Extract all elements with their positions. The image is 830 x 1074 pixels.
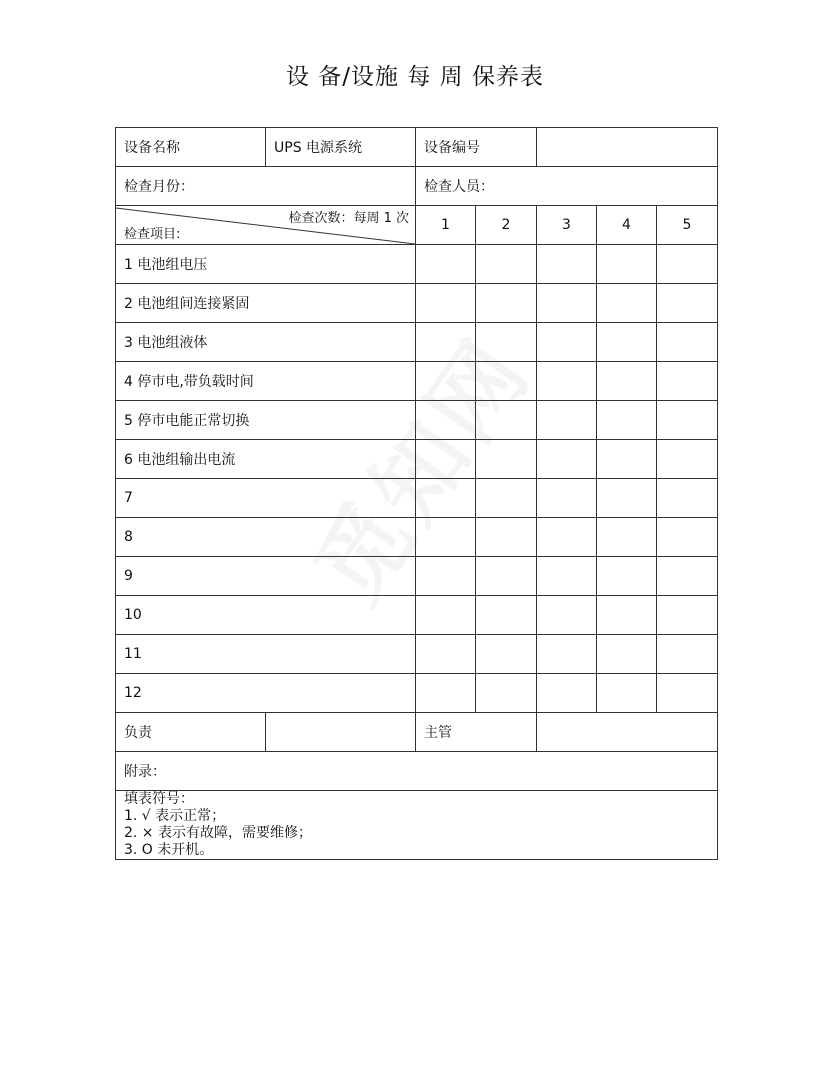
inspection-frequency-label: 检查次数：每周 1 次	[288, 211, 409, 226]
device-no-value[interactable]	[537, 128, 718, 167]
inspection-item-label: 11	[116, 635, 416, 674]
inspection-item-label: 2 电池组间连接紧固	[116, 284, 416, 323]
inspector-field[interactable]: 检查人员：	[416, 167, 718, 206]
check-cell-5[interactable]	[657, 635, 718, 674]
check-cell-4[interactable]	[597, 323, 657, 362]
legend-line-normal: 1. √ 表示正常；	[124, 808, 226, 824]
table-row	[116, 635, 718, 674]
check-cell-1[interactable]	[416, 245, 476, 284]
table-row	[116, 401, 718, 440]
check-cell-5[interactable]	[657, 284, 718, 323]
appendix-field[interactable]	[116, 752, 718, 791]
check-cell-3[interactable]	[537, 284, 597, 323]
check-cell-3[interactable]	[537, 323, 597, 362]
table-row	[116, 440, 718, 479]
check-cell-1[interactable]	[416, 440, 476, 479]
check-cell-4[interactable]	[597, 440, 657, 479]
table-row	[116, 518, 718, 557]
check-cell-5[interactable]	[657, 323, 718, 362]
inspection-item-label: 5 停市电能正常切换	[116, 401, 416, 440]
check-cell-2[interactable]	[476, 518, 537, 557]
check-cell-5[interactable]	[657, 440, 718, 479]
check-cell-4[interactable]	[597, 557, 657, 596]
check-cell-3[interactable]	[537, 440, 597, 479]
check-cell-1[interactable]	[416, 596, 476, 635]
check-cell-2[interactable]	[476, 284, 537, 323]
table-row	[116, 284, 718, 323]
check-cell-1[interactable]	[416, 362, 476, 401]
inspection-item-label: 1 电池组电压	[116, 245, 416, 284]
appendix-row	[116, 752, 718, 791]
check-cell-4[interactable]	[597, 635, 657, 674]
check-cell-4[interactable]	[597, 284, 657, 323]
table-row	[116, 245, 718, 284]
device-name-value[interactable]: UPS 电源系统	[266, 128, 416, 167]
check-cell-3[interactable]	[537, 557, 597, 596]
column-header-2: 2	[476, 206, 537, 245]
inspection-item-label: 6 电池组输出电流	[116, 440, 416, 479]
header-row-device	[116, 128, 718, 167]
check-cell-1[interactable]	[416, 479, 476, 518]
check-cell-1[interactable]	[416, 635, 476, 674]
check-cell-3[interactable]	[537, 674, 597, 713]
check-cell-1[interactable]	[416, 557, 476, 596]
table-row	[116, 362, 718, 401]
check-cell-5[interactable]	[657, 479, 718, 518]
check-cell-4[interactable]	[597, 518, 657, 557]
check-cell-2[interactable]	[476, 323, 537, 362]
inspection-item-label: 7	[116, 479, 416, 518]
check-cell-5[interactable]	[657, 401, 718, 440]
column-header-3: 3	[537, 206, 597, 245]
check-cell-3[interactable]	[537, 362, 597, 401]
legend-line-fault: 2. × 表示有故障，需要维修；	[124, 825, 312, 841]
check-cell-2[interactable]	[476, 362, 537, 401]
inspection-item-label: 8	[116, 518, 416, 557]
check-cell-1[interactable]	[416, 284, 476, 323]
legend-title: 填表符号：	[124, 791, 194, 807]
check-cell-2[interactable]	[476, 245, 537, 284]
check-cell-5[interactable]	[657, 518, 718, 557]
maintenance-form-table	[115, 127, 718, 860]
table-row	[116, 596, 718, 635]
table-row	[116, 557, 718, 596]
inspection-item-label: 4 停市电,带负载时间	[116, 362, 416, 401]
check-cell-1[interactable]	[416, 674, 476, 713]
check-cell-2[interactable]	[476, 479, 537, 518]
legend-row	[116, 791, 718, 860]
inspection-item-label: 12	[116, 674, 416, 713]
check-cell-5[interactable]	[657, 596, 718, 635]
check-cell-5[interactable]	[657, 362, 718, 401]
check-cell-4[interactable]	[597, 401, 657, 440]
check-cell-2[interactable]	[476, 440, 537, 479]
check-cell-5[interactable]	[657, 245, 718, 284]
column-header-row	[116, 206, 718, 245]
device-no-label: 设备编号	[416, 128, 537, 167]
supervisor-label: 主管	[416, 713, 537, 752]
diagonal-header-cell	[116, 206, 416, 245]
check-cell-2[interactable]	[476, 596, 537, 635]
check-cell-3[interactable]	[537, 518, 597, 557]
device-name-label: 设备名称	[116, 128, 266, 167]
check-cell-2[interactable]	[476, 557, 537, 596]
check-cell-4[interactable]	[597, 362, 657, 401]
check-cell-4[interactable]	[597, 245, 657, 284]
check-cell-2[interactable]	[476, 635, 537, 674]
check-cell-5[interactable]	[657, 674, 718, 713]
appendix-label: 附录：	[124, 764, 166, 780]
check-cell-3[interactable]	[537, 635, 597, 674]
check-cell-3[interactable]	[537, 479, 597, 518]
check-cell-1[interactable]	[416, 518, 476, 557]
check-cell-1[interactable]	[416, 401, 476, 440]
inspection-item-label: 10	[116, 596, 416, 635]
table-row	[116, 323, 718, 362]
check-cell-1[interactable]	[416, 323, 476, 362]
legend-line-off: 3. O 未开机。	[124, 842, 214, 858]
check-cell-4[interactable]	[597, 479, 657, 518]
check-cell-3[interactable]	[537, 401, 597, 440]
responsible-label: 负责	[116, 713, 266, 752]
check-cell-4[interactable]	[597, 674, 657, 713]
inspection-items-label: 检查项目:	[124, 227, 181, 242]
check-cell-3[interactable]	[537, 596, 597, 635]
table-row	[116, 674, 718, 713]
inspection-item-label: 3 电池组液体	[116, 323, 416, 362]
legend-cell	[116, 791, 718, 860]
responsible-field[interactable]	[266, 713, 416, 752]
supervisor-field[interactable]	[537, 713, 718, 752]
signature-row	[116, 713, 718, 752]
column-header-5: 5	[657, 206, 718, 245]
check-cell-4[interactable]	[597, 596, 657, 635]
column-header-4: 4	[597, 206, 657, 245]
check-cell-2[interactable]	[476, 674, 537, 713]
column-header-1: 1	[416, 206, 476, 245]
page-title: 设 备/设施 每 周 保养表	[286, 64, 544, 90]
check-cell-3[interactable]	[537, 245, 597, 284]
check-cell-2[interactable]	[476, 401, 537, 440]
table-row	[116, 479, 718, 518]
check-cell-5[interactable]	[657, 557, 718, 596]
inspection-item-label: 9	[116, 557, 416, 596]
inspection-month-field[interactable]: 检查月份：	[116, 167, 416, 206]
header-row-month	[116, 167, 718, 206]
